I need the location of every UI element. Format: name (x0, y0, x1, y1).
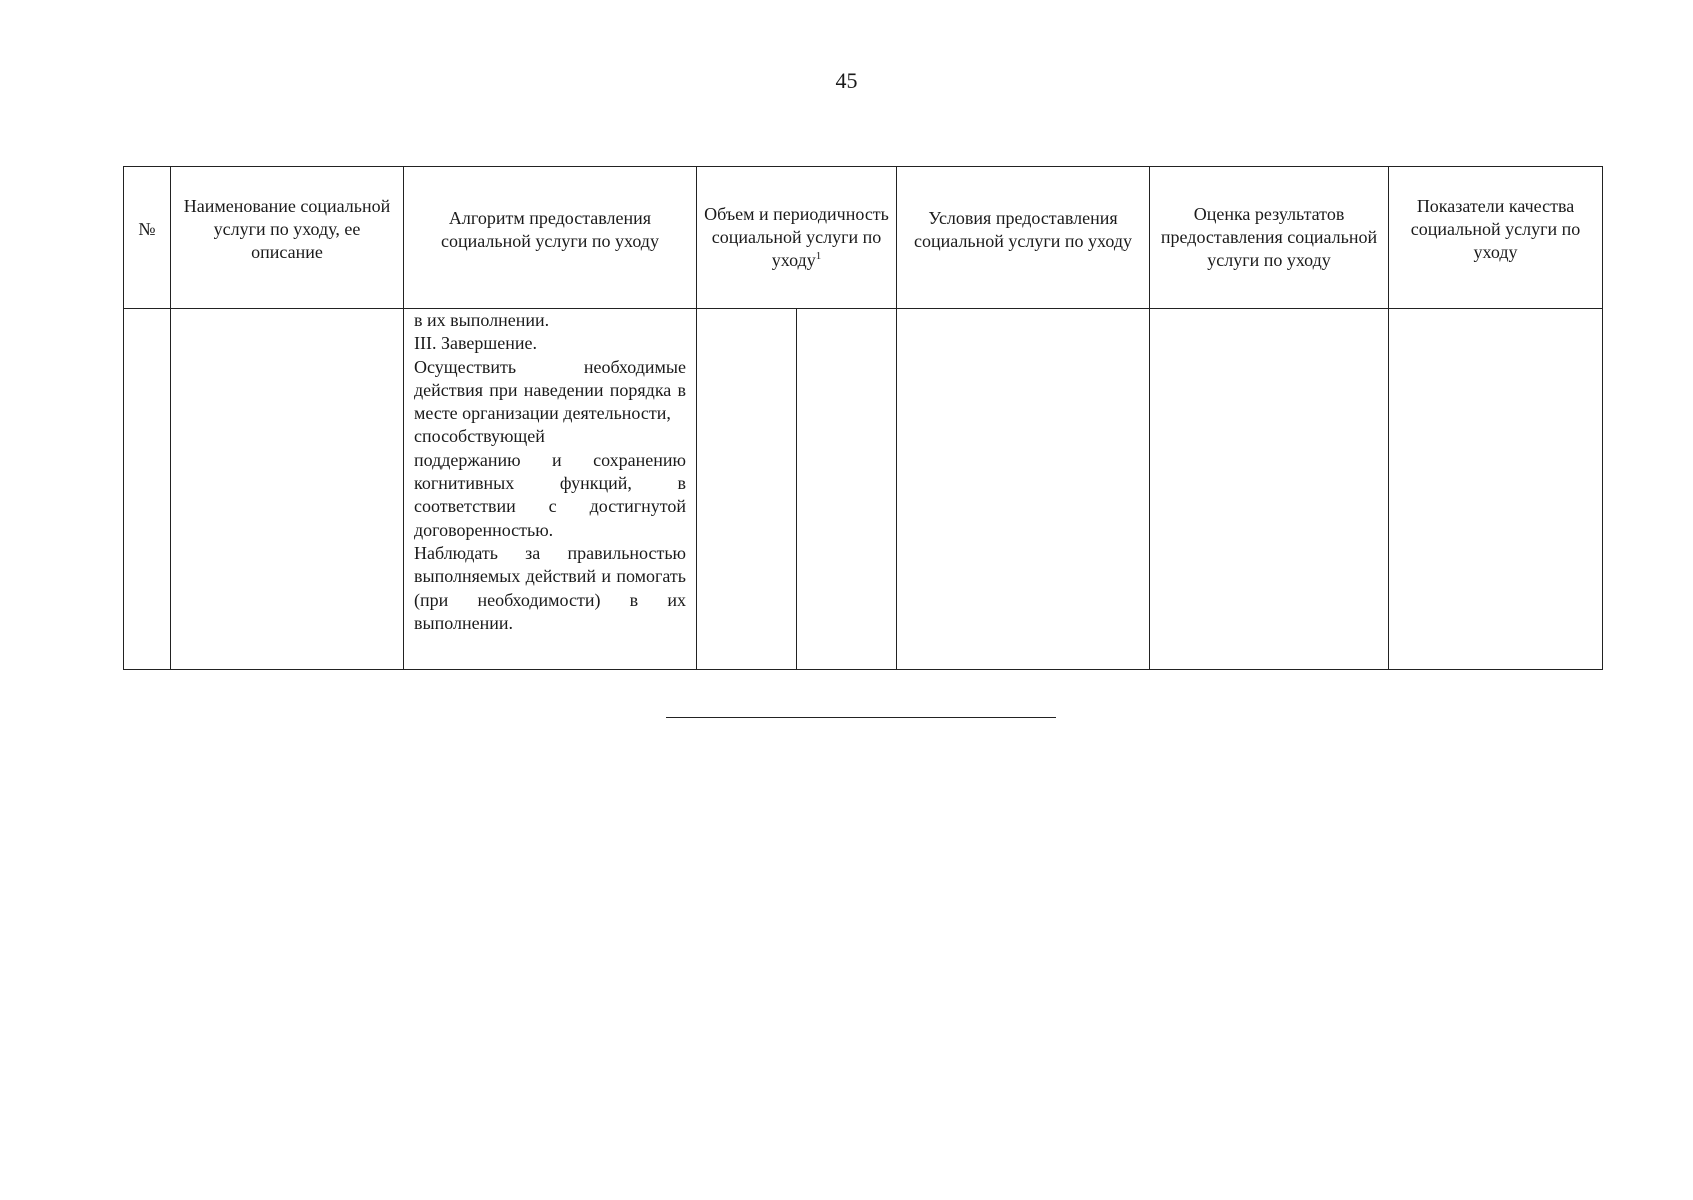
header-volume-text: Объем и периодичность социальной услуги по уходу (704, 204, 889, 270)
footnote-mark: 1 (815, 250, 822, 262)
algorithm-text: в их выполнении. III. Завершение. Осуществить необходимые действия при наведении порядка в месте организации деятельности, способствующей поддержанию и сохранению когнитивных функций, в соответствии с достигнутой договоренностью. Наблюдать за правильностью выполняемых действий и помогать (при необходимости) в их выполнении. (414, 310, 686, 633)
cell-volume-periodicity (797, 309, 897, 670)
services-table (123, 166, 1603, 670)
cell-number (124, 309, 171, 670)
header-volume-periodicity (697, 167, 897, 309)
header-service-name: Наименование социальной услуги по уходу, ее описание (171, 167, 404, 309)
page-number: 45 (835, 68, 858, 93)
cell-service-name (171, 309, 404, 670)
end-divider-line (666, 717, 1056, 718)
header-quality: Показатели качества социальной услуги по уходу (1389, 167, 1603, 309)
header-conditions: Условия предоставления социальной услуги по уходу (897, 167, 1150, 309)
header-evaluation: Оценка результатов предоставления социальной услуги по уходу (1150, 167, 1389, 309)
cell-conditions (897, 309, 1150, 670)
cell-quality (1389, 309, 1603, 670)
cell-algorithm (404, 309, 697, 670)
header-algorithm: Алгоритм предоставления социальной услуги по уходу (404, 167, 697, 309)
table-row (124, 309, 1603, 670)
cell-volume-amount (697, 309, 797, 670)
cell-evaluation (1150, 309, 1389, 670)
header-number: № (124, 167, 171, 309)
table-header-row (124, 167, 1603, 309)
